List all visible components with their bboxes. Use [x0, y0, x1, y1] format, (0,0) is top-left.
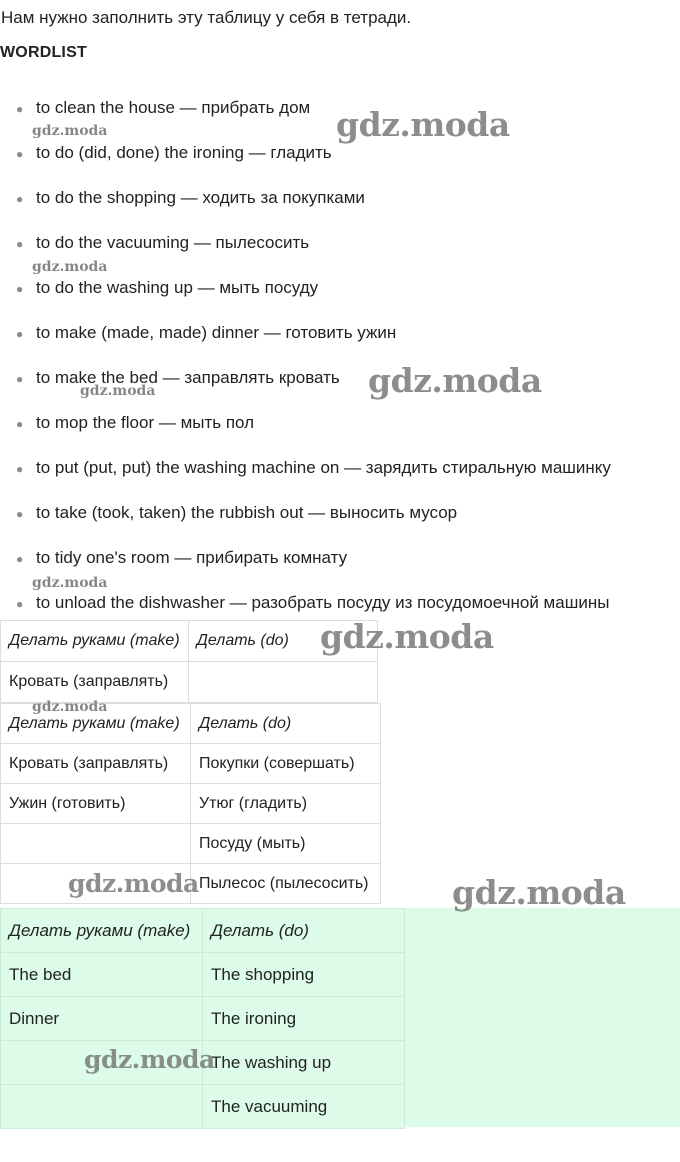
cell-do — [188, 662, 377, 703]
list-item: ● to make the bed — заправлять кровать — [16, 368, 340, 387]
bullet-icon: ● — [16, 191, 24, 206]
table-english-answers — [0, 908, 405, 1129]
cell-make: The bed — [1, 953, 203, 997]
bullet-icon: ● — [16, 551, 24, 566]
list-item: ● to unload the dishwasher — разобрать посуду из посудомоечной машины — [16, 593, 610, 612]
table-row — [1, 784, 381, 824]
table-header-row — [1, 704, 381, 744]
cell-make: Кровать (заправлять) — [1, 662, 189, 703]
header-do: Делать (do) — [203, 909, 405, 953]
cell-do: The vacuuming — [203, 1085, 405, 1129]
cell-make — [1, 824, 191, 864]
cell-make: Dinner — [1, 997, 203, 1041]
cell-do: The washing up — [203, 1041, 405, 1085]
table-row — [1, 997, 405, 1041]
cell-make — [1, 1085, 203, 1129]
cell-do: Покупки (совершать) — [191, 744, 381, 784]
watermark: gdz.moda — [32, 259, 108, 275]
table-row — [1, 744, 381, 784]
table-row — [1, 662, 378, 703]
list-item: ● to do the shopping — ходить за покупками — [16, 188, 365, 207]
list-item: ● to do the washing up — мыть посуду — [16, 278, 319, 297]
list-item: ● to make (made, made) dinner — готовить ужин — [16, 323, 397, 342]
header-make: Делать руками (make) — [1, 909, 203, 953]
watermark: gdz.moda — [80, 383, 156, 399]
bullet-icon: ● — [16, 371, 24, 386]
wordlist-title: WORDLIST — [0, 44, 87, 61]
table-russian-answers — [0, 703, 381, 904]
table-row — [1, 1041, 405, 1085]
cell-make: Кровать (заправлять) — [1, 744, 191, 784]
table-header-row — [1, 909, 405, 953]
bullet-icon: ● — [16, 506, 24, 521]
list-item: ● to take (took, taken) the rubbish out — выносить мусор — [16, 503, 458, 522]
table-row — [1, 953, 405, 997]
watermark: gdz.moda — [32, 699, 108, 715]
header-make: Делать руками (make) — [1, 621, 189, 662]
watermark: gdz.moda — [32, 123, 108, 139]
list-item: ● to clean the house — прибрать дом — [16, 98, 311, 117]
list-item: ● to tidy one's room — прибирать комнату — [16, 548, 348, 567]
watermark: gdz.moda — [84, 1045, 215, 1074]
table-row — [1, 824, 381, 864]
cell-do: Пылесос (пылесосить) — [191, 864, 381, 904]
header-make: Делать руками (make) — [1, 704, 191, 744]
bullet-icon: ● — [16, 416, 24, 431]
table-header-row — [1, 621, 378, 662]
cell-make — [1, 1041, 203, 1085]
watermark: gdz.moda — [452, 873, 626, 912]
cell-make: Ужин (готовить) — [1, 784, 191, 824]
bullet-icon: ● — [16, 326, 24, 341]
bullet-icon: ● — [16, 461, 24, 476]
list-item: ● to do (did, done) the ironing — гладить — [16, 143, 332, 162]
header-do: Делать (do) — [191, 704, 381, 744]
watermark: gdz.moda — [336, 105, 510, 144]
header-do: Делать (do) — [188, 621, 377, 662]
watermark: gdz.moda — [68, 869, 199, 898]
list-item: ● to mop the floor — мыть пол — [16, 413, 255, 432]
cell-do: The shopping — [203, 953, 405, 997]
bullet-icon: ● — [16, 146, 24, 161]
watermark: gdz.moda — [320, 617, 494, 656]
cell-do: Посуду (мыть) — [191, 824, 381, 864]
table-row — [1, 864, 381, 904]
cell-make — [1, 864, 191, 904]
list-item: ● to do the vacuuming — пылесосить — [16, 233, 310, 252]
intro-text: Нам нужно заполнить эту таблицу у себя в тетради. — [1, 8, 412, 27]
cell-do: The ironing — [203, 997, 405, 1041]
watermark: gdz.moda — [368, 361, 542, 400]
bullet-icon: ● — [16, 101, 24, 116]
bullet-icon: ● — [16, 281, 24, 296]
list-item: ● to put (put, put) the washing machine on — зарядить стиральную машинку — [16, 458, 611, 477]
table-empty-template — [0, 620, 378, 703]
watermark: gdz.moda — [32, 575, 108, 591]
table-row — [1, 1085, 405, 1129]
cell-do: Утюг (гладить) — [191, 784, 381, 824]
bullet-icon: ● — [16, 596, 24, 611]
bullet-icon: ● — [16, 236, 24, 251]
